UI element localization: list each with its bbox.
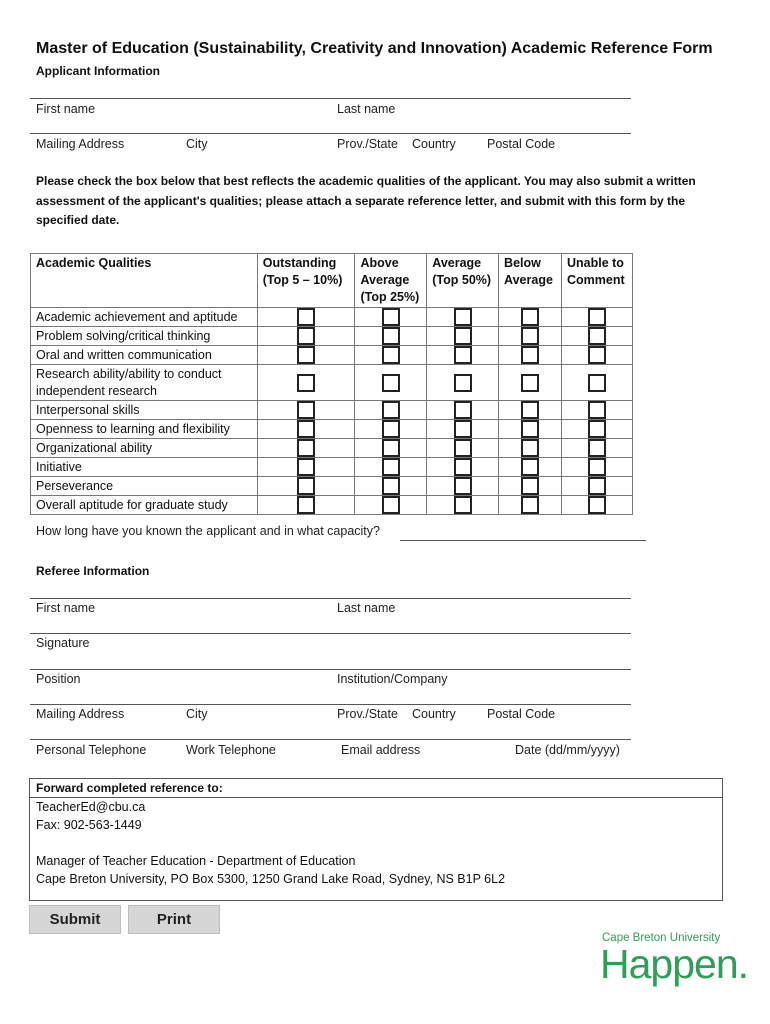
applicant-prov-state-label: Prov./State xyxy=(337,137,398,151)
rating-checkbox[interactable] xyxy=(382,439,400,457)
quality-label: Overall aptitude for graduate study xyxy=(31,496,258,515)
quality-label: Organizational ability xyxy=(31,439,258,458)
print-button[interactable]: Print xyxy=(128,905,220,934)
rating-checkbox[interactable] xyxy=(297,346,315,364)
applicant-postal-code-label: Postal Code xyxy=(487,137,556,151)
rating-checkbox[interactable] xyxy=(521,346,539,364)
rating-checkbox[interactable] xyxy=(297,374,315,392)
rating-checkbox[interactable] xyxy=(297,327,315,345)
rating-checkbox[interactable] xyxy=(521,439,539,457)
referee-position-label: Position xyxy=(36,672,81,686)
quality-label: Academic achievement and aptitude xyxy=(31,308,258,327)
table-row xyxy=(31,477,633,496)
rating-checkbox[interactable] xyxy=(521,477,539,495)
applicant-city-label: City xyxy=(186,137,208,151)
quality-label xyxy=(31,365,258,401)
applicant-last-name-label: Last name xyxy=(337,102,396,116)
above-header-line3: (Top 25%) xyxy=(360,290,420,304)
instructions: Please check the box below that best reflects the academic qualities of the applicant. You may also submit a written assessment of the applicant's qualities; please attach a separate reference letter, and submit with this form by the specified date. xyxy=(36,174,696,227)
rating-checkbox[interactable] xyxy=(588,439,606,457)
qualities-header-label: Academic Qualities xyxy=(36,256,152,270)
referee-first-name-label: First name xyxy=(36,601,96,615)
rating-checkbox[interactable] xyxy=(382,327,400,345)
applicant-country-label: Country xyxy=(412,137,456,151)
submit-button[interactable]: Submit xyxy=(29,905,121,934)
referee-last-name-label: Last name xyxy=(337,601,396,615)
forward-heading: Forward completed reference to: xyxy=(36,781,223,795)
rating-checkbox[interactable] xyxy=(521,496,539,514)
table-row xyxy=(31,439,633,458)
quality-label-line2: independent research xyxy=(36,384,157,398)
rating-checkbox[interactable] xyxy=(588,308,606,326)
rating-checkbox[interactable] xyxy=(382,308,400,326)
quality-label: Initiative xyxy=(31,458,258,477)
rating-checkbox[interactable] xyxy=(297,477,315,495)
forward-manager: Manager of Teacher Education - Department of Education xyxy=(36,854,356,868)
outstanding-header-line2: (Top 5 – 10%) xyxy=(262,273,343,287)
applicant-name-field-line[interactable] xyxy=(30,133,631,134)
rating-checkbox[interactable] xyxy=(454,401,472,419)
rating-checkbox[interactable] xyxy=(454,346,472,364)
applicant-heading: Applicant Information xyxy=(36,64,160,78)
rating-checkbox[interactable] xyxy=(521,401,539,419)
page-title: Master of Education (Sustainability, Creativity and Innovation) Academic Reference Form xyxy=(36,40,713,57)
rating-checkbox[interactable] xyxy=(454,374,472,392)
rating-checkbox[interactable] xyxy=(454,327,472,345)
rating-checkbox[interactable] xyxy=(382,401,400,419)
rating-checkbox[interactable] xyxy=(521,374,539,392)
referee-city-label: City xyxy=(186,707,208,721)
table-row xyxy=(31,308,633,327)
unable-header-line2: Comment xyxy=(566,273,625,287)
table-row xyxy=(31,401,633,420)
rating-checkbox[interactable] xyxy=(297,308,315,326)
forward-email: TeacherEd@cbu.ca xyxy=(36,800,146,814)
divider xyxy=(30,98,631,99)
quality-label-line1: Research ability/ability to conduct xyxy=(36,367,222,381)
rating-checkbox[interactable] xyxy=(588,477,606,495)
rating-checkbox[interactable] xyxy=(454,496,472,514)
referee-email-label: Email address xyxy=(341,743,421,757)
referee-postal-code-label: Postal Code xyxy=(487,707,556,721)
above-header-line1: Above xyxy=(360,256,399,270)
forward-box xyxy=(29,778,723,901)
table-row xyxy=(31,496,633,515)
referee-personal-phone-label: Personal Telephone xyxy=(36,743,147,757)
rating-checkbox[interactable] xyxy=(521,420,539,438)
rating-checkbox[interactable] xyxy=(588,346,606,364)
below-header-line2: Average xyxy=(504,273,553,287)
rating-checkbox[interactable] xyxy=(588,401,606,419)
quality-label: Openness to learning and flexibility xyxy=(31,420,258,439)
rating-checkbox[interactable] xyxy=(521,458,539,476)
rating-checkbox[interactable] xyxy=(454,439,472,457)
rating-checkbox[interactable] xyxy=(382,374,400,392)
rating-checkbox[interactable] xyxy=(454,420,472,438)
rating-checkbox[interactable] xyxy=(588,458,606,476)
above-header-line2: Average xyxy=(360,273,410,287)
referee-address-field-line[interactable] xyxy=(30,739,631,740)
table-row xyxy=(31,346,633,365)
rating-checkbox[interactable] xyxy=(454,308,472,326)
average-header-line2: (Top 50%) xyxy=(432,273,492,287)
average-header-line1: Average xyxy=(432,256,482,270)
table-row xyxy=(31,365,633,401)
rating-checkbox[interactable] xyxy=(297,420,315,438)
unable-header xyxy=(561,254,632,308)
referee-signature-field-line[interactable] xyxy=(30,669,631,670)
known-applicant-answer-line[interactable] xyxy=(400,540,646,541)
referee-signature-label: Signature xyxy=(36,636,90,650)
rating-checkbox[interactable] xyxy=(297,401,315,419)
rating-checkbox[interactable] xyxy=(521,308,539,326)
forward-header xyxy=(30,779,722,798)
rating-checkbox[interactable] xyxy=(297,496,315,514)
university-logo-tagline: Happen. xyxy=(600,941,749,987)
forward-address: Cape Breton University, PO Box 5300, 1250 Grand Lake Road, Sydney, NS B1P 6L2 xyxy=(36,872,506,886)
known-applicant-question: How long have you known the applicant and in what capacity? xyxy=(36,524,380,538)
rating-checkbox[interactable] xyxy=(382,346,400,364)
rating-checkbox[interactable] xyxy=(588,374,606,392)
rating-checkbox[interactable] xyxy=(382,477,400,495)
quality-label: Perseverance xyxy=(31,477,258,496)
referee-country-label: Country xyxy=(412,707,456,721)
university-logo-name: Cape Breton University xyxy=(602,932,721,944)
below-average-header xyxy=(499,254,562,308)
referee-date-label: Date (dd/mm/yyyy) xyxy=(515,743,620,757)
referee-name-field-line[interactable] xyxy=(30,633,631,634)
rating-checkbox[interactable] xyxy=(382,420,400,438)
outstanding-header-line1: Outstanding xyxy=(262,256,337,270)
table-row xyxy=(31,420,633,439)
referee-position-field-line[interactable] xyxy=(30,704,631,705)
rating-checkbox[interactable] xyxy=(588,420,606,438)
below-header-line1: Below xyxy=(504,256,541,270)
rating-checkbox[interactable] xyxy=(588,327,606,345)
outstanding-header xyxy=(257,254,355,308)
academic-qualities-table xyxy=(30,253,633,515)
quality-label: Problem solving/critical thinking xyxy=(31,327,258,346)
qualities-header xyxy=(31,254,258,308)
referee-mailing-address-label: Mailing Address xyxy=(36,707,125,721)
average-header xyxy=(427,254,499,308)
divider xyxy=(30,598,631,599)
rating-checkbox[interactable] xyxy=(382,496,400,514)
table-header-row xyxy=(31,254,633,308)
referee-work-phone-label: Work Telephone xyxy=(186,743,276,757)
applicant-mailing-address-label: Mailing Address xyxy=(36,137,125,151)
rating-checkbox[interactable] xyxy=(297,458,315,476)
rating-checkbox[interactable] xyxy=(454,458,472,476)
unable-header-line1: Unable to xyxy=(566,256,624,270)
table-row xyxy=(31,327,633,346)
above-average-header xyxy=(355,254,427,308)
referee-institution-label: Institution/Company xyxy=(337,672,448,686)
referee-prov-state-label: Prov./State xyxy=(337,707,398,721)
rating-checkbox[interactable] xyxy=(454,477,472,495)
rating-checkbox[interactable] xyxy=(382,458,400,476)
quality-label: Oral and written communication xyxy=(31,346,258,365)
rating-checkbox[interactable] xyxy=(521,327,539,345)
quality-label: Interpersonal skills xyxy=(31,401,258,420)
applicant-first-name-label: First name xyxy=(36,102,96,116)
table-row xyxy=(31,458,633,477)
forward-fax: Fax: 902-563-1449 xyxy=(36,818,142,832)
rating-checkbox[interactable] xyxy=(588,496,606,514)
referee-heading: Referee Information xyxy=(36,564,150,578)
rating-checkbox[interactable] xyxy=(297,439,315,457)
